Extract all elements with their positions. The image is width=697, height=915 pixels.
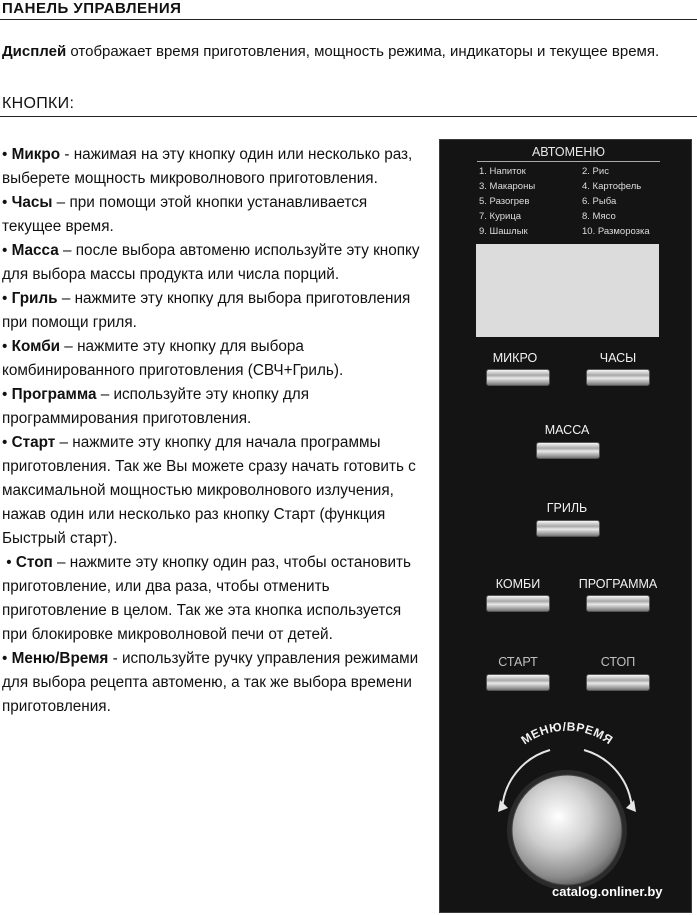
title-divider	[0, 19, 697, 20]
desc-term: Часы	[11, 194, 53, 211]
desc-term: Старт	[11, 434, 56, 451]
desc-program	[2, 383, 422, 431]
stop-button[interactable]	[586, 674, 650, 691]
combi-button[interactable]	[486, 595, 550, 612]
desc-clock	[2, 191, 422, 239]
grill-button[interactable]	[536, 520, 600, 537]
desc-text: – нажмите эту кнопку для выбора комбинированного приготовления (СВЧ+Гриль).	[2, 338, 344, 379]
desc-weight	[2, 239, 422, 287]
desc-text: – нажмите эту кнопку для начала программы приготовления. Так же Вы можете сразу начать готовить с максимальной мощностью микроволнового излучения, нажав один или несколько раз кнопку Старт (функция Быстрый старт).	[2, 434, 416, 547]
automenu-item: 10. Разморозка	[582, 226, 650, 237]
desc-menu-time	[2, 647, 422, 719]
desc-text: – нажмите эту кнопку для выбора приготовления при помощи гриля.	[2, 290, 411, 331]
automenu-item: 6. Рыба	[582, 196, 617, 207]
automenu-item: 2. Рис	[582, 166, 609, 177]
desc-text: – при помощи этой кнопки устанавливается текущее время.	[2, 194, 368, 235]
automenu-item: 9. Шашлык	[479, 226, 528, 237]
start-label: СТАРТ	[498, 655, 538, 669]
desc-term: Комби	[11, 338, 61, 355]
weight-button[interactable]	[536, 442, 600, 459]
bullet: •	[2, 194, 12, 211]
bullet: •	[2, 650, 12, 667]
micro-button[interactable]	[486, 369, 550, 386]
knob-graphic	[492, 712, 642, 892]
automenu-title: АВТОМЕНЮ	[531, 145, 606, 159]
desc-start	[2, 431, 422, 551]
desc-text: – используйте эту кнопку для программирования приготовления.	[2, 386, 310, 427]
grill-label: ГРИЛЬ	[546, 501, 588, 515]
desc-text: – после выбора автоменю используйте эту кнопку для выбора массы продукта или числа порций.	[2, 242, 420, 283]
automenu-item: 4. Картофель	[582, 181, 642, 192]
menu-time-knob[interactable]	[512, 775, 622, 885]
weight-label: МАССА	[544, 423, 590, 437]
buttons-heading: КНОПКИ:	[2, 95, 75, 112]
automenu-item: 3. Макароны	[479, 181, 536, 192]
clock-label: ЧАСЫ	[599, 351, 637, 365]
desc-term: Гриль	[11, 290, 58, 307]
bullet: •	[2, 434, 12, 451]
desc-stop	[2, 551, 422, 647]
bullet: •	[2, 554, 16, 571]
display-description	[2, 43, 659, 60]
desc-text: – нажмите эту кнопку один раз, чтобы остановить приготовление, или два раза, чтобы отменить приготовление в целом. Так же эта кнопка используется при блокировке микроволновой печи от детей.	[2, 554, 411, 643]
desc-text: - используйте ручку управления режимами для выбора рецепта автоменю, а так же выбора времени приготовления.	[2, 650, 419, 715]
automenu-item: 7. Курица	[479, 211, 522, 222]
desc-text: - нажимая на эту кнопку один или несколько раз, выберете мощность микроволнового приготовления.	[2, 146, 413, 187]
automenu-item: 8. Мясо	[582, 211, 616, 222]
micro-label: МИКРО	[492, 351, 538, 365]
desc-term: Микро	[11, 146, 61, 163]
clock-button[interactable]	[586, 369, 650, 386]
desc-term: Масса	[11, 242, 59, 259]
bullet: •	[2, 386, 12, 403]
desc-term: Стоп	[15, 554, 53, 571]
bullet: •	[2, 242, 12, 259]
program-label: ПРОГРАММА	[578, 577, 658, 591]
automenu-item: 1. Напиток	[479, 166, 526, 177]
display-text: отображает время приготовления, мощность режима, индикаторы и текущее время.	[66, 43, 660, 60]
stop-label: СТОП	[600, 655, 636, 669]
bullet: •	[2, 146, 12, 163]
automenu-item: 5. Разогрев	[479, 196, 530, 207]
start-button[interactable]	[486, 674, 550, 691]
program-button[interactable]	[586, 595, 650, 612]
bullet: •	[2, 338, 12, 355]
page-title: ПАНЕЛЬ УПРАВЛЕНИЯ	[2, 0, 182, 17]
desc-micro	[2, 143, 422, 191]
bullet: •	[2, 290, 12, 307]
watermark: catalog.onliner.by	[552, 884, 663, 899]
desc-combi	[2, 335, 422, 383]
desc-grill	[2, 287, 422, 335]
knob-label: МЕНЮ/ВРЕМЯ	[518, 719, 616, 748]
buttons-divider	[0, 116, 697, 117]
desc-term: Меню/Время	[11, 650, 109, 667]
combi-label: КОМБИ	[495, 577, 541, 591]
display-term: Дисплей	[2, 43, 67, 60]
lcd-display	[476, 244, 659, 337]
automenu-underline	[477, 161, 660, 162]
button-descriptions	[2, 143, 422, 719]
desc-term: Программа	[11, 386, 97, 403]
menu-time-knob-area	[492, 712, 642, 892]
